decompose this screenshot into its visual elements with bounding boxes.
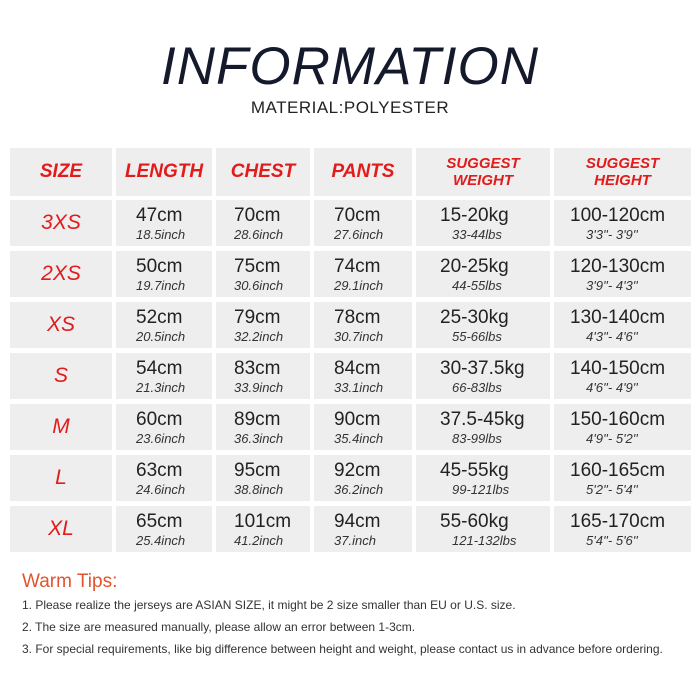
chest-value: 101cm bbox=[234, 511, 292, 532]
chest-cell bbox=[216, 455, 310, 501]
height-value: 160-165cm bbox=[570, 460, 666, 481]
weight-value: 37.5-45kg bbox=[440, 409, 525, 430]
chest-value: 75cm bbox=[234, 256, 281, 277]
chest-cell bbox=[216, 353, 310, 399]
height-value: 140-150cm bbox=[570, 358, 666, 379]
pants-value: 84cm bbox=[334, 358, 381, 379]
chest-cell bbox=[216, 302, 310, 348]
weight-value: 20-25kg bbox=[440, 256, 509, 277]
header-pants: PANTS bbox=[314, 148, 412, 196]
pants-imperial-value: 35.4inch bbox=[334, 431, 384, 446]
pants-imperial-value: 36.2inch bbox=[334, 482, 384, 497]
weight-value: 45-55kg bbox=[440, 460, 509, 481]
length-cell bbox=[116, 404, 212, 450]
chest-cell bbox=[216, 200, 310, 246]
chest-value: 70cm bbox=[234, 205, 281, 226]
height-value: 150-160cm bbox=[570, 409, 666, 430]
warm-tips-title: Warm Tips: bbox=[22, 571, 118, 592]
length-value: 60cm bbox=[136, 409, 183, 430]
chest-value: 89cm bbox=[234, 409, 281, 430]
size-label: 3XS bbox=[10, 200, 112, 246]
pants-cell bbox=[314, 251, 412, 297]
weight-imperial-value: 33-44lbs bbox=[452, 227, 502, 242]
height-value: 100-120cm bbox=[570, 205, 666, 226]
header-chest: CHEST bbox=[216, 148, 310, 196]
size-label: XL bbox=[10, 506, 112, 552]
length-imperial-value: 20.5inch bbox=[136, 329, 186, 344]
length-cell bbox=[116, 353, 212, 399]
length-cell bbox=[116, 251, 212, 297]
weight-imperial-value: 99-121lbs bbox=[452, 482, 510, 497]
height-cell bbox=[554, 404, 691, 450]
pants-cell bbox=[314, 302, 412, 348]
pants-value: 92cm bbox=[334, 460, 381, 481]
chest-cell bbox=[216, 404, 310, 450]
size-label: S bbox=[10, 353, 112, 399]
height-cell bbox=[554, 506, 691, 552]
chest-imperial-value: 28.6inch bbox=[234, 227, 284, 242]
height-value: 130-140cm bbox=[570, 307, 666, 328]
length-value: 47cm bbox=[136, 205, 183, 226]
chest-imperial-value: 33.9inch bbox=[234, 380, 284, 395]
weight-cell bbox=[416, 404, 550, 450]
height-cell bbox=[554, 251, 691, 297]
height-imperial-value: 3'3''- 3'9'' bbox=[586, 227, 638, 242]
weight-cell bbox=[416, 302, 550, 348]
header-suggest-weight: SUGGEST WEIGHT bbox=[416, 148, 550, 196]
tip-3: 3. For special requirements, like big difference between height and weight, please contact us in advance before ordering. bbox=[22, 642, 663, 656]
weight-value: 15-20kg bbox=[440, 205, 509, 226]
header-size: SIZE bbox=[10, 148, 112, 196]
chest-cell bbox=[216, 506, 310, 552]
pants-value: 70cm bbox=[334, 205, 381, 226]
weight-value: 30-37.5kg bbox=[440, 358, 525, 379]
length-value: 54cm bbox=[136, 358, 183, 379]
length-imperial-value: 23.6inch bbox=[136, 431, 186, 446]
length-cell bbox=[116, 200, 212, 246]
pants-value: 74cm bbox=[334, 256, 381, 277]
height-value: 165-170cm bbox=[570, 511, 666, 532]
chest-value: 95cm bbox=[234, 460, 281, 481]
length-value: 65cm bbox=[136, 511, 183, 532]
weight-imperial-value: 55-66lbs bbox=[452, 329, 502, 344]
length-value: 50cm bbox=[136, 256, 183, 277]
height-imperial-value: 4'3''- 4'6'' bbox=[586, 329, 638, 344]
tip-2: 2. The size are measured manually, please allow an error between 1-3cm. bbox=[22, 620, 416, 634]
pants-imperial-value: 30.7inch bbox=[334, 329, 384, 344]
pants-imperial-value: 27.6inch bbox=[334, 227, 384, 242]
weight-cell bbox=[416, 506, 550, 552]
pants-imperial-value: 37.inch bbox=[334, 533, 376, 548]
pants-value: 90cm bbox=[334, 409, 381, 430]
tip-1: 1. Please realize the jerseys are ASIAN SIZE, it might be 2 size smaller than EU or U.S. size. bbox=[22, 598, 516, 612]
height-cell bbox=[554, 200, 691, 246]
pants-imperial-value: 33.1inch bbox=[334, 380, 384, 395]
length-imperial-value: 25.4inch bbox=[136, 533, 186, 548]
weight-imperial-value: 83-99lbs bbox=[452, 431, 502, 446]
height-cell bbox=[554, 353, 691, 399]
weight-cell bbox=[416, 353, 550, 399]
height-imperial-value: 4'9''- 5'2'' bbox=[586, 431, 638, 446]
size-label: 2XS bbox=[10, 251, 112, 297]
weight-cell bbox=[416, 200, 550, 246]
page-title: INFORMATION bbox=[160, 37, 540, 96]
length-cell bbox=[116, 506, 212, 552]
chest-value: 83cm bbox=[234, 358, 281, 379]
height-cell bbox=[554, 302, 691, 348]
weight-imperial-value: 66-83lbs bbox=[452, 380, 502, 395]
weight-cell bbox=[416, 251, 550, 297]
length-value: 63cm bbox=[136, 460, 183, 481]
chest-imperial-value: 30.6inch bbox=[234, 278, 284, 293]
weight-value: 25-30kg bbox=[440, 307, 509, 328]
height-cell bbox=[554, 455, 691, 501]
pants-value: 78cm bbox=[334, 307, 381, 328]
height-imperial-value: 5'4''- 5'6'' bbox=[586, 533, 638, 548]
chest-value: 79cm bbox=[234, 307, 281, 328]
weight-imperial-value: 44-55lbs bbox=[452, 278, 502, 293]
height-imperial-value: 4'6''- 4'9'' bbox=[586, 380, 638, 395]
pants-imperial-value: 29.1inch bbox=[334, 278, 384, 293]
length-imperial-value: 21.3inch bbox=[136, 380, 186, 395]
chest-imperial-value: 32.2inch bbox=[234, 329, 284, 344]
chest-imperial-value: 41.2inch bbox=[234, 533, 284, 548]
length-cell bbox=[116, 302, 212, 348]
size-label: M bbox=[10, 404, 112, 450]
header-length: LENGTH bbox=[116, 148, 212, 196]
size-label: XS bbox=[10, 302, 112, 348]
chest-imperial-value: 36.3inch bbox=[234, 431, 284, 446]
pants-cell bbox=[314, 506, 412, 552]
material-subtitle: MATERIAL:POLYESTER bbox=[250, 98, 450, 117]
height-imperial-value: 3'9''- 4'3'' bbox=[586, 278, 638, 293]
chest-imperial-value: 38.8inch bbox=[234, 482, 284, 497]
pants-cell bbox=[314, 455, 412, 501]
length-cell bbox=[116, 455, 212, 501]
header-suggest-height: SUGGEST HEIGHT bbox=[554, 148, 691, 196]
weight-value: 55-60kg bbox=[440, 511, 509, 532]
height-value: 120-130cm bbox=[570, 256, 666, 277]
height-imperial-value: 5'2''- 5'4'' bbox=[586, 482, 638, 497]
length-imperial-value: 18.5inch bbox=[136, 227, 186, 242]
weight-cell bbox=[416, 455, 550, 501]
pants-cell bbox=[314, 353, 412, 399]
weight-imperial-value: 121-132lbs bbox=[452, 533, 517, 548]
length-value: 52cm bbox=[136, 307, 183, 328]
size-label: L bbox=[10, 455, 112, 501]
length-imperial-value: 19.7inch bbox=[136, 278, 186, 293]
length-imperial-value: 24.6inch bbox=[136, 482, 186, 497]
pants-cell bbox=[314, 404, 412, 450]
chest-cell bbox=[216, 251, 310, 297]
pants-value: 94cm bbox=[334, 511, 381, 532]
pants-cell bbox=[314, 200, 412, 246]
